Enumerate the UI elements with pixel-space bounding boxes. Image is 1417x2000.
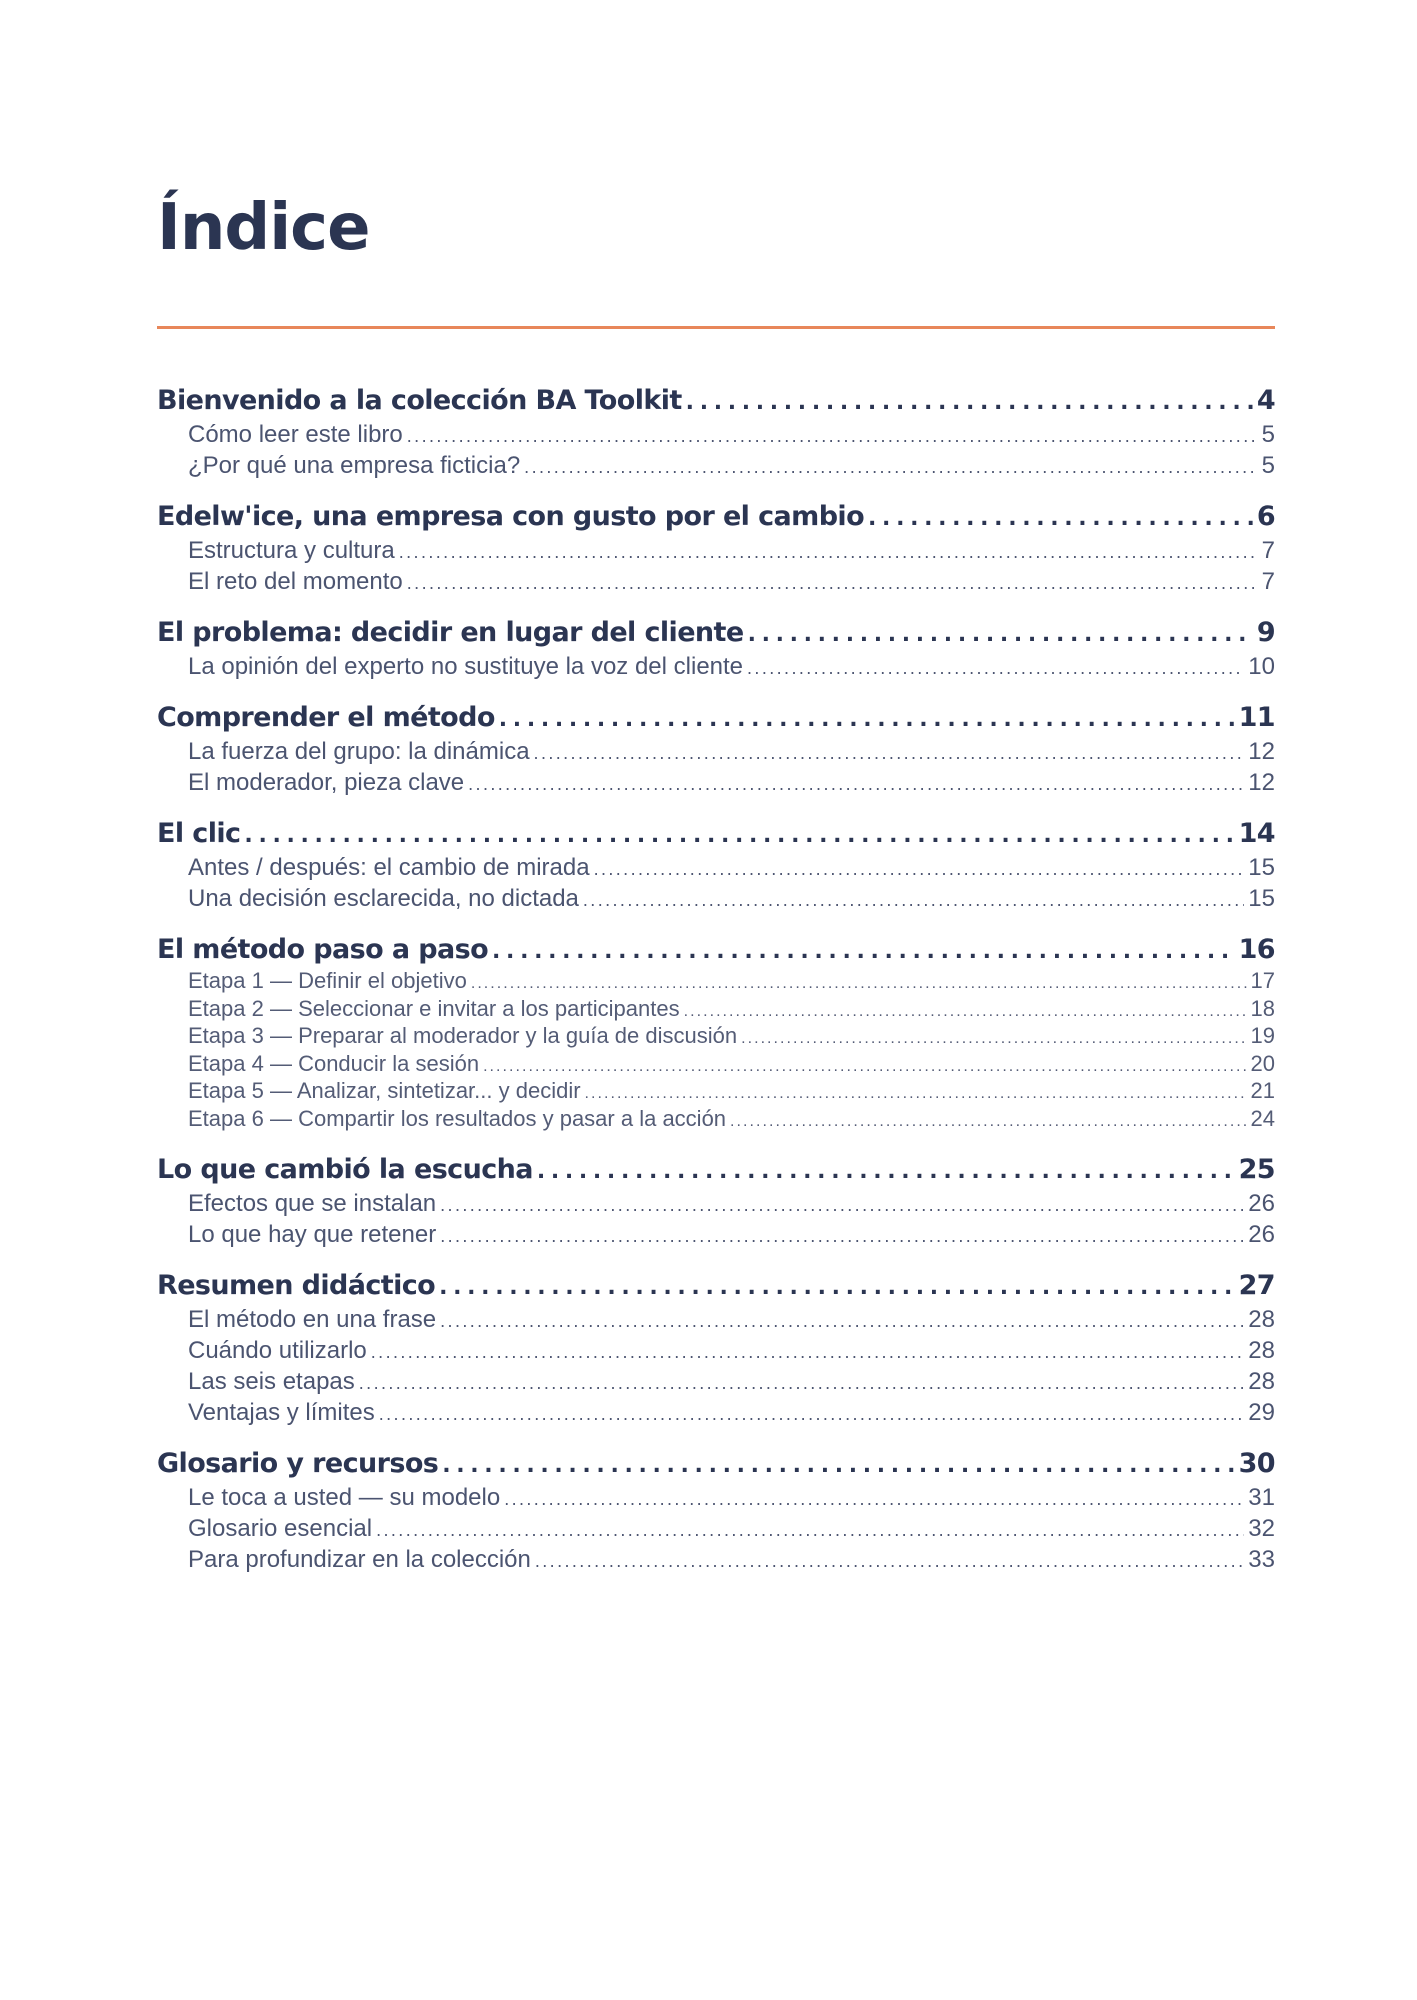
toc-subsection[interactable] bbox=[157, 1398, 1275, 1429]
dot-leader bbox=[407, 567, 1258, 598]
toc-subsection-label: La opinión del experto no sustituye la voz del cliente bbox=[188, 653, 744, 680]
toc-subsection[interactable] bbox=[157, 1189, 1275, 1220]
toc-subsection[interactable] bbox=[157, 737, 1275, 768]
toc-chapter-label: Resumen didáctico bbox=[157, 1269, 436, 1301]
dot-leader bbox=[524, 451, 1257, 482]
toc-chapter[interactable] bbox=[157, 384, 1275, 420]
dot-leader bbox=[504, 1483, 1244, 1514]
dot-leader bbox=[440, 1189, 1244, 1220]
toc-section bbox=[157, 1447, 1275, 1576]
toc-subsection-label: Le toca a usted — su modelo bbox=[188, 1483, 501, 1511]
toc-subsection[interactable] bbox=[157, 1336, 1275, 1367]
toc-chapter-label: Comprender el método bbox=[157, 702, 495, 733]
toc-step[interactable] bbox=[157, 969, 1275, 997]
toc-subsection-label: La fuerza del grupo: la dinámica bbox=[188, 738, 530, 765]
toc-subsection[interactable] bbox=[157, 1305, 1275, 1336]
toc-chapter-label: El problema: decidir en lugar del cliente bbox=[157, 617, 744, 648]
dot-leader bbox=[468, 768, 1244, 799]
toc-subsection-page-number: 15 bbox=[1248, 885, 1275, 912]
toc-subsection-label: ¿Por qué una empresa ficticia? bbox=[188, 452, 521, 479]
toc-subsection[interactable] bbox=[157, 853, 1275, 884]
dot-leader bbox=[684, 997, 1247, 1025]
toc-subsection-page-number: 5 bbox=[1261, 452, 1275, 479]
toc-step-page-number: 18 bbox=[1250, 996, 1275, 1021]
dot-leader bbox=[359, 1367, 1245, 1398]
dot-leader bbox=[379, 1398, 1245, 1429]
toc-section bbox=[157, 500, 1275, 598]
toc-subsection[interactable] bbox=[157, 1514, 1275, 1545]
toc-subsection[interactable] bbox=[157, 1367, 1275, 1398]
accent-divider bbox=[157, 326, 1275, 329]
toc-subsection-label: Cómo leer este libro bbox=[188, 421, 403, 448]
toc-subsection[interactable] bbox=[157, 451, 1275, 482]
toc-chapter-page-number: 14 bbox=[1238, 818, 1275, 849]
dot-leader bbox=[585, 1079, 1247, 1107]
toc-step-label: Etapa 4 — Conducir la sesión bbox=[188, 1051, 480, 1076]
toc-chapter-label: Bienvenido a la colección BA Toolkit bbox=[157, 385, 682, 416]
dot-leader bbox=[868, 500, 1253, 536]
toc-subsection-label: El método en una frase bbox=[188, 1305, 437, 1333]
toc-chapter[interactable] bbox=[157, 500, 1275, 536]
toc-section bbox=[157, 384, 1275, 482]
toc-chapter[interactable] bbox=[157, 1447, 1275, 1483]
toc-chapter-label: El método paso a paso bbox=[157, 934, 489, 965]
dot-leader bbox=[741, 1024, 1246, 1052]
toc-chapter-page-number: 30 bbox=[1238, 1447, 1275, 1479]
toc-step-page-number: 19 bbox=[1250, 1024, 1275, 1049]
dot-leader bbox=[537, 1153, 1235, 1189]
toc-subsection-page-number: 7 bbox=[1261, 568, 1275, 595]
toc-chapter-page-number: 11 bbox=[1238, 702, 1275, 733]
dot-leader bbox=[747, 652, 1244, 683]
toc-step-page-number: 17 bbox=[1250, 969, 1275, 993]
toc-step-label: Etapa 5 — Analizar, sintetizar... y decidir bbox=[188, 1079, 581, 1104]
dot-leader bbox=[686, 384, 1253, 420]
toc-subsection-page-number: 28 bbox=[1248, 1336, 1275, 1364]
toc-subsection[interactable] bbox=[157, 1545, 1275, 1576]
toc-subsection-page-number: 32 bbox=[1248, 1514, 1275, 1542]
toc-subsection-label: Cuándo utilizarlo bbox=[188, 1336, 367, 1364]
toc-subsection[interactable] bbox=[157, 420, 1275, 451]
dot-leader bbox=[534, 737, 1245, 768]
toc-step[interactable] bbox=[157, 1052, 1275, 1080]
table-of-contents bbox=[157, 384, 1275, 1594]
toc-subsection-page-number: 10 bbox=[1248, 653, 1275, 680]
toc-subsection-label: Para profundizar en la colección bbox=[188, 1545, 531, 1573]
toc-chapter-page-number: 9 bbox=[1256, 617, 1275, 648]
toc-subsection-label: El reto del momento bbox=[188, 568, 403, 595]
toc-chapter-label: El clic bbox=[157, 818, 241, 849]
toc-subsection-page-number: 29 bbox=[1248, 1398, 1275, 1426]
toc-subsection-page-number: 15 bbox=[1248, 854, 1275, 881]
toc-subsection-page-number: 12 bbox=[1248, 769, 1275, 796]
toc-subsection-label: El moderador, pieza clave bbox=[188, 769, 465, 796]
dot-leader bbox=[483, 1052, 1246, 1080]
toc-step-page-number: 24 bbox=[1250, 1106, 1275, 1131]
toc-chapter-page-number: 16 bbox=[1238, 934, 1275, 965]
toc-subsection-page-number: 33 bbox=[1248, 1545, 1275, 1573]
dot-leader bbox=[439, 1269, 1235, 1305]
toc-chapter[interactable] bbox=[157, 701, 1275, 737]
toc-subsection-label: Glosario esencial bbox=[188, 1514, 373, 1542]
toc-section bbox=[157, 1153, 1275, 1251]
toc-subsection[interactable] bbox=[157, 567, 1275, 598]
toc-step-label: Etapa 1 — Definir el objetivo bbox=[188, 969, 467, 993]
toc-subsection-label: Antes / después: el cambio de mirada bbox=[188, 854, 590, 881]
toc-subsection-page-number: 28 bbox=[1248, 1367, 1275, 1395]
dot-leader bbox=[535, 1545, 1244, 1576]
dot-leader bbox=[440, 1220, 1244, 1251]
toc-step-page-number: 20 bbox=[1250, 1051, 1275, 1076]
toc-chapter-page-number: 25 bbox=[1238, 1153, 1275, 1185]
toc-subsection-page-number: 28 bbox=[1248, 1305, 1275, 1333]
toc-subsection-page-number: 26 bbox=[1248, 1189, 1275, 1217]
toc-chapter[interactable] bbox=[157, 1269, 1275, 1305]
toc-subsection[interactable] bbox=[157, 884, 1275, 915]
toc-subsection[interactable] bbox=[157, 536, 1275, 567]
toc-step-label: Etapa 3 — Preparar al moderador y la guía de discusión bbox=[188, 1024, 738, 1049]
toc-subsection-page-number: 12 bbox=[1248, 738, 1275, 765]
toc-chapter[interactable] bbox=[157, 1153, 1275, 1189]
toc-subsection-label: Estructura y cultura bbox=[188, 537, 395, 564]
dot-leader bbox=[244, 817, 1234, 853]
toc-subsection-label: Una decisión esclarecida, no dictada bbox=[188, 885, 579, 912]
toc-subsection-page-number: 26 bbox=[1248, 1220, 1275, 1248]
toc-step[interactable] bbox=[157, 1079, 1275, 1107]
toc-subsection-label: Ventajas y límites bbox=[188, 1398, 375, 1426]
dot-leader bbox=[442, 1447, 1234, 1483]
toc-subsection-label: Lo que hay que retener bbox=[188, 1220, 437, 1248]
toc-chapter[interactable] bbox=[157, 616, 1275, 652]
toc-step-label: Etapa 2 — Seleccionar e invitar a los participantes bbox=[188, 996, 680, 1021]
toc-chapter-label: Lo que cambió la escucha bbox=[157, 1153, 533, 1185]
toc-subsection-label: Efectos que se instalan bbox=[188, 1189, 437, 1217]
toc-section bbox=[157, 933, 1275, 1135]
toc-subsection-page-number: 5 bbox=[1261, 421, 1275, 448]
dot-leader bbox=[471, 969, 1247, 997]
dot-leader bbox=[376, 1514, 1244, 1545]
toc-subsection[interactable] bbox=[157, 652, 1275, 683]
toc-chapter-label: Edelw'ice, una empresa con gusto por el cambio bbox=[157, 501, 865, 532]
dot-leader bbox=[583, 884, 1244, 915]
toc-chapter-label: Glosario y recursos bbox=[157, 1447, 439, 1479]
dot-leader bbox=[407, 420, 1258, 451]
toc-subsection[interactable] bbox=[157, 1483, 1275, 1514]
toc-chapter-page-number: 6 bbox=[1256, 501, 1275, 532]
toc-section bbox=[157, 817, 1275, 915]
dot-leader bbox=[371, 1336, 1245, 1367]
toc-step[interactable] bbox=[157, 997, 1275, 1025]
dot-leader bbox=[440, 1305, 1244, 1336]
dot-leader bbox=[730, 1107, 1246, 1135]
toc-subsection-label: Las seis etapas bbox=[188, 1367, 355, 1395]
toc-subsection[interactable] bbox=[157, 1220, 1275, 1251]
page-title: Índice bbox=[157, 191, 370, 265]
dot-leader bbox=[399, 536, 1258, 567]
toc-section bbox=[157, 616, 1275, 683]
toc-subsection-page-number: 31 bbox=[1248, 1483, 1275, 1511]
toc-step-page-number: 21 bbox=[1250, 1079, 1275, 1104]
toc-section bbox=[157, 701, 1275, 799]
toc-chapter-page-number: 27 bbox=[1238, 1269, 1275, 1301]
toc-step[interactable] bbox=[157, 1107, 1275, 1135]
toc-step-label: Etapa 6 — Compartir los resultados y pasar a la acción bbox=[188, 1106, 727, 1131]
toc-section bbox=[157, 1269, 1275, 1429]
toc-chapter[interactable] bbox=[157, 817, 1275, 853]
toc-subsection-page-number: 7 bbox=[1261, 537, 1275, 564]
dot-leader bbox=[748, 616, 1253, 652]
dot-leader bbox=[499, 701, 1235, 737]
dot-leader bbox=[594, 853, 1245, 884]
toc-chapter[interactable] bbox=[157, 933, 1275, 969]
dot-leader bbox=[492, 933, 1235, 969]
toc-subsection[interactable] bbox=[157, 768, 1275, 799]
toc-step[interactable] bbox=[157, 1024, 1275, 1052]
toc-chapter-page-number: 4 bbox=[1256, 385, 1275, 416]
